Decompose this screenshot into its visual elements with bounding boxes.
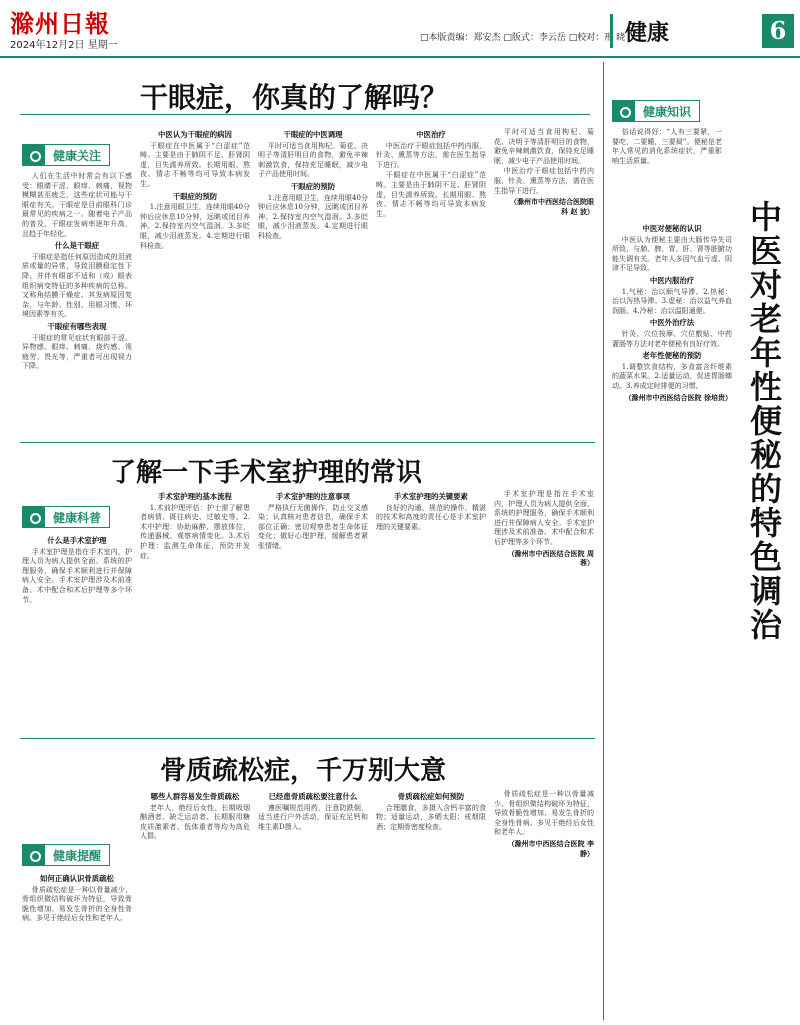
sidebar-column (612, 222, 732, 1012)
byline: （滁州市中西医结合医院眼科 赵 波） (510, 197, 594, 216)
masthead (0, 0, 800, 58)
subheading: 中医外治疗法 (649, 318, 695, 328)
tag-health-science (22, 506, 110, 528)
paragraph: 平时可适当食用枸杞、菊花、决明子等清肝明目的食物，避免辛辣刺激饮食，保持充足睡眠，减少电子产品使用时间。 (258, 141, 368, 179)
subheading: 手术室护理的基本流程 (158, 492, 232, 501)
article-title-dry-eye: 干眼症，你真的了解吗？ (140, 81, 449, 114)
subheading: 中医治疗 (416, 130, 446, 139)
divider (20, 114, 590, 115)
article-column (258, 128, 368, 434)
divider (20, 738, 595, 739)
paragraph: 平时可适当食用枸杞、菊花、决明子等清肝明目的食物，避免辛辣刺激饮食，保持充足睡眠，减少电子产品使用时间。 (494, 128, 594, 165)
article-column (258, 790, 368, 1020)
paragraph: 俗话说得好：“人有三要紧，一要吃，二要睡，三要屙”。便秘是老年人常见的消化系统症状，严重影响生活质量。 (612, 128, 722, 165)
subheading: 如何正确认识骨质疏松 (40, 874, 114, 883)
paragraph: 中医治疗干眼症包括中药内服、针灸、熏蒸等方法，需在医生指导下进行。 (494, 167, 594, 195)
subheading: 干眼症的预防 (172, 191, 218, 201)
paragraph: 干眼症在中医属于“白涩症”范畴。主要是由于肺阴不足、肝肾阴虚，目失濡养所致。长期用眼、熬夜、情志不畅等均可导致本病发生。 (376, 171, 486, 218)
tag-label: 健康提醒 (53, 848, 102, 863)
article-title-or-nursing: 了解一下手术室护理的常识 (110, 458, 423, 488)
paragraph: 骨质疏松症是一种以骨量减少、骨组织微结构破坏为特征，导致骨脆性增加、易发生骨折的全身性骨病。多见于绝经后女性和老年人。 (494, 790, 594, 837)
sidebar-divider (603, 62, 604, 1020)
paragraph: 严格执行无菌操作，防止交叉感染；认真核对患者信息，确保手术部位正确；密切观察患者生命体征变化；做好心理护理，缓解患者紧张情绪。 (258, 503, 368, 550)
paragraph: 中医治疗干眼症包括中药内服、针灸、熏蒸等方法，需在医生指导下进行。 (376, 141, 486, 169)
subheading: 老年性便秘的预防 (642, 351, 702, 361)
paragraph: 手术室护理是指在手术室内，护理人员为病人提供全面、系统的护理服务，确保手术顺利进行并保障病人安全。手术室护理涉及术前准备、术中配合和术后护理等多个环节。 (22, 547, 132, 604)
section-header (610, 14, 760, 48)
paragraph: 合理膳食，多摄入含钙丰富的食物；适量运动，多晒太阳；戒烟限酒；定期骨密度检查。 (376, 803, 486, 831)
paragraph: 干眼症在中医属于“白涩症”范畴。主要是由于肺阴不足、肝肾阴虚，目失濡养所致。长期用眼、熬夜、情志不畅等均可导致本病发生。 (140, 141, 250, 188)
subheading: 哪些人群容易发生骨质疏松 (150, 792, 240, 801)
tag-label: 健康科普 (53, 510, 102, 525)
subheading: 中医认为干眼症的病因 (158, 130, 232, 139)
article-column (494, 490, 594, 730)
subheading: 骨质疏松症如何预防 (397, 792, 465, 801)
subheading: 已经患骨质疏松要注意什么 (268, 792, 358, 801)
article-title-osteoporosis: 骨质疏松症，千万别大意 (160, 756, 447, 786)
editor-credits: □本版责编：郑安杰 □版式：李云岳 □校对：邢 晓 (420, 33, 626, 43)
article-column (140, 128, 250, 434)
subheading: 什么是手术室护理 (47, 536, 107, 545)
paragraph: 干眼症的常见症状有眼部干涩、异物感、眼痒、刺痛、烧灼感、视疲劳、畏光等，严重者可出现视力下降。 (22, 333, 132, 371)
tag-label: 健康关注 (53, 148, 102, 163)
paragraph: 1.注意用眼卫生，连续用眼40分钟后应休息10分钟，远眺或闭目养神。2.保持室内空气湿润。3.多眨眼，减少泪液蒸发。4.定期进行眼科检查。 (258, 193, 368, 240)
article-column (140, 490, 250, 730)
tag-health-reminder (22, 844, 110, 866)
byline: （滁州市中西医结合医院 李 静） (507, 838, 594, 858)
paragraph: 1.注意用眼卫生，连续用眼40分钟后应休息10分钟，远眺或闭目养神。2.保持室内空气湿润。3.多眨眼，减少泪液蒸发。4.定期进行眼科检查。 (140, 203, 250, 250)
subheading: 什么是干眼症 (54, 241, 100, 251)
article-column (22, 172, 132, 434)
paragraph: 老年人、绝经后女性、长期吸烟酗酒者、缺乏运动者、长期服用糖皮质激素者、低体重者等均为高危人群。 (140, 803, 250, 841)
byline: （滁州市中西医结合医院 徐培贵） (624, 392, 732, 402)
paragraph: 1.术前护理评估：护士需了解患者病情、既往病史、过敏史等。2.术中护理：协助麻醉、摆放体位、传递器械、观察病情变化。3.术后护理：监测生命体征，预防并发症。 (140, 503, 250, 560)
paragraph: 遵医嘱规范用药，注意防跌倒，适当进行户外活动，保证充足钙和维生素D摄入。 (258, 803, 368, 831)
plus-icon (23, 507, 45, 527)
paragraph: 手术室护理是指在手术室内，护理人员为病人提供全面、系统的护理服务，确保手术顺利进行并保障病人安全。手术室护理涉及术前准备、术中配合和术后护理等多个环节。 (494, 490, 594, 546)
newspaper-name: 滁州日報 (10, 9, 110, 38)
subheading: 干眼症的中医调理 (283, 130, 343, 139)
article-column (376, 790, 486, 1020)
article-column (376, 490, 486, 730)
tag-label: 健康知识 (643, 104, 692, 119)
article-column (376, 128, 486, 434)
issue-date: 2024年12月2日 星期一 (10, 40, 118, 51)
plus-icon (23, 845, 45, 865)
tag-health-knowledge (612, 100, 700, 122)
paragraph: 1.调整饮食结构，多食富含纤维素的蔬菜水果。2.适量运动，促进胃肠蠕动。3.养成定时排便的习惯。 (612, 362, 732, 390)
article-column (140, 790, 250, 1020)
divider (20, 442, 595, 443)
byline: （滁州市中西医结合医院 周 蓉） (507, 548, 594, 568)
page-number: 6 (762, 14, 794, 48)
paragraph: 骨质疏松症是一种以骨量减少、骨组织微结构破坏为特征，导致骨脆性增加、易发生骨折的全身性骨病。多见于绝经后女性和老年人。 (22, 885, 132, 923)
subheading: 中医内服治疗 (649, 275, 695, 285)
sidebar-intro (612, 128, 722, 214)
paragraph: 中医认为便秘主要由大肠传导失司所致，与肺、脾、胃、肝、肾等脏腑功能失调有关。老年人多因气血亏虚、阴津不足导致。 (612, 235, 732, 273)
plus-icon (23, 145, 45, 165)
paragraph: 针灸、穴位按摩、穴位敷贴、中药灌肠等方法对老年便秘有良好疗效。 (612, 329, 732, 348)
article-column (258, 490, 368, 730)
paragraph: 干眼症是指任何原因造成的泪液质或量的异常，导致泪膜稳定性下降，并伴有眼部不适和（或）眼表组织病变特征的多种疾病的总称。又称角结膜干燥症。其发病原因复杂，与年龄、性别、用眼习惯、环境因素等有关。 (22, 252, 132, 319)
subheading: 手术室护理的关键要素 (394, 492, 468, 501)
subheading: 干眼症的预防 (290, 181, 336, 191)
paragraph: 人们在生活中时常会有以下感受：眼睛干涩、眼痒、刺痛，视物模糊甚至疲乏，这些症状可能与干眼症有关。干眼症是目前眼科门诊最常见的疾病之一。随着电子产品的普及，干眼症发病率逐年升高，且趋于年轻化。 (22, 172, 132, 238)
article-column (22, 534, 132, 730)
section-name: 健康 (625, 20, 670, 46)
article-column (22, 872, 132, 1020)
plus-icon (613, 101, 635, 121)
subheading: 手术室护理的注意事项 (276, 492, 350, 501)
tag-health-focus (22, 144, 110, 166)
subheading: 干眼症有哪些表现 (47, 321, 107, 331)
paragraph: 良好的沟通、规范的操作、精湛的技术和高度的责任心是手术室护理的关键要素。 (376, 503, 486, 531)
sidebar-title: 中医对老年性便秘的特色调治 (745, 200, 783, 642)
article-column (494, 128, 594, 434)
subheading: 中医对便秘的认识 (642, 224, 702, 233)
article-column (494, 790, 594, 1020)
paragraph: 1.气秘：治以顺气导滞。2.热秘：治以泻热导滞。3.虚秘：治以益气养血润肠。4.冷秘：治以温阳通便。 (612, 287, 732, 315)
